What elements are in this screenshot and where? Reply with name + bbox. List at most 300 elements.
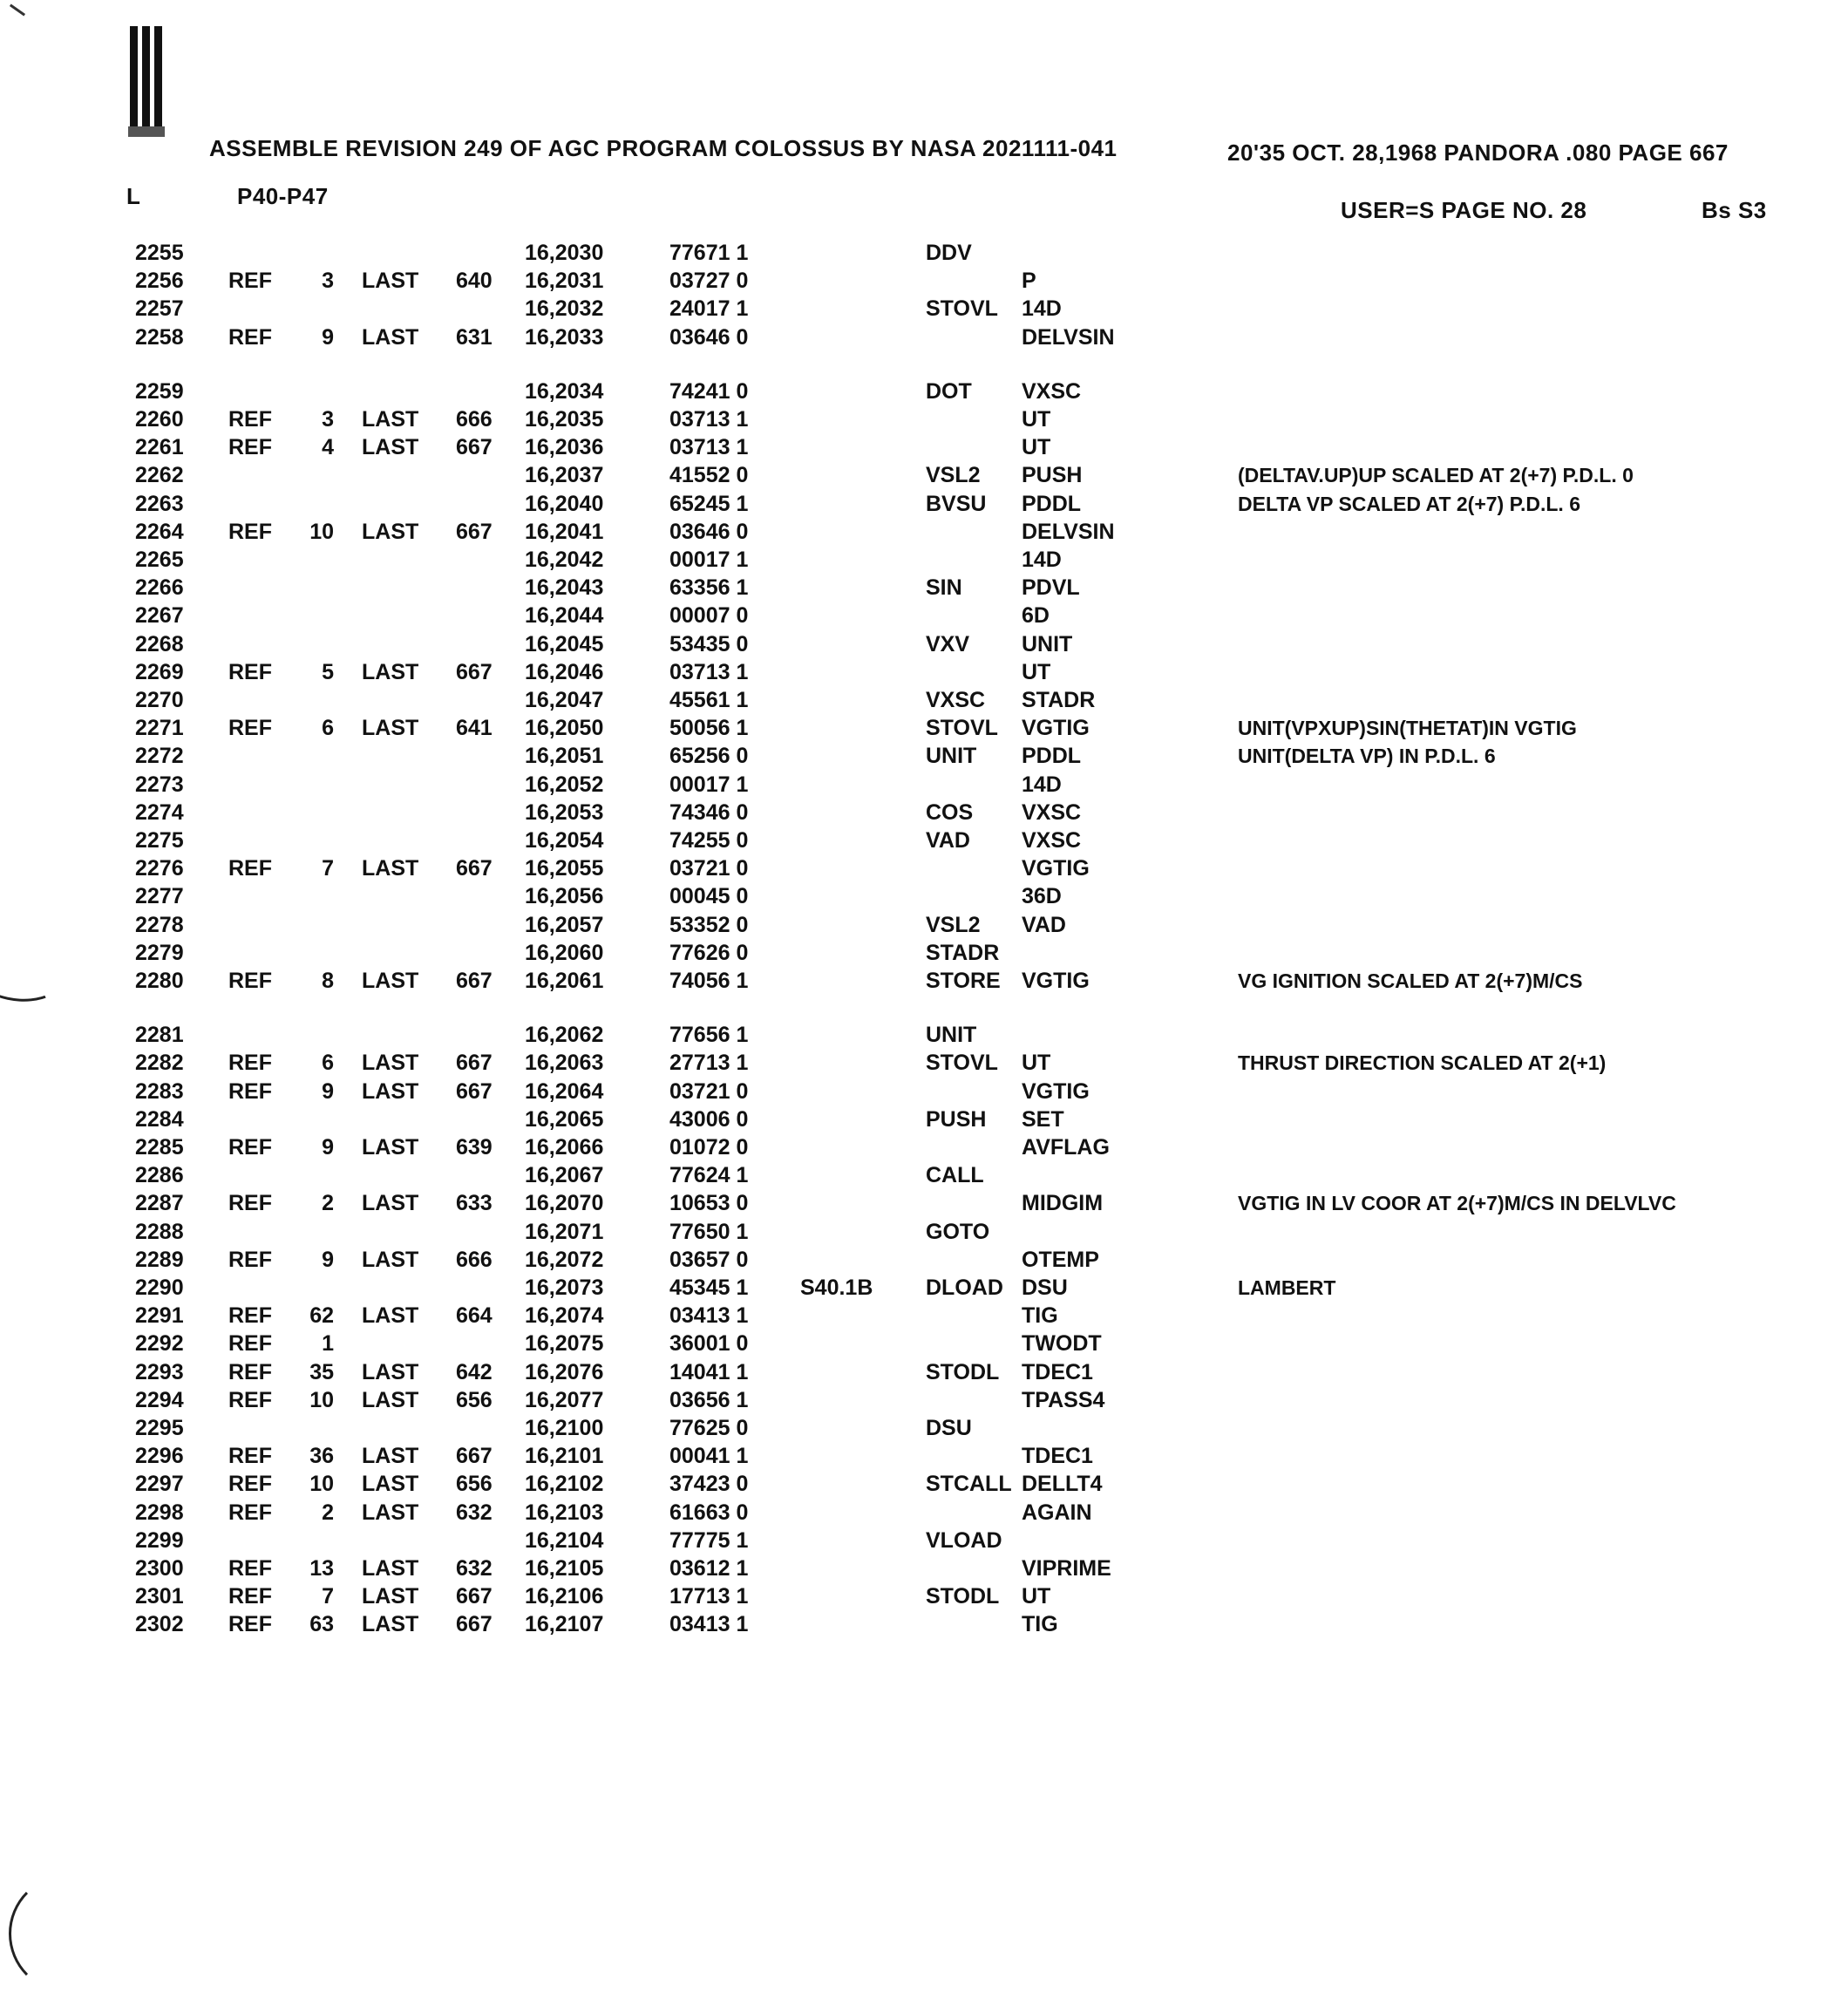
octal-word: 74056 1	[669, 969, 749, 993]
octal-word: 53352 0	[669, 912, 749, 937]
octal-word: 74241 0	[669, 378, 749, 404]
opcode: STOVL	[926, 716, 998, 741]
corner-tick-mark	[10, 4, 25, 17]
last-marker: LAST	[362, 716, 419, 741]
operand: PUSH	[1022, 463, 1083, 488]
octal-word: 65245 1	[669, 491, 749, 516]
line-number: 2279	[135, 940, 184, 965]
section-title: P40-P47	[237, 183, 329, 209]
address: 16,2107	[525, 1612, 604, 1637]
opcode: STORE	[926, 969, 1001, 993]
opcode: COS	[926, 799, 974, 825]
address: 16,2043	[525, 575, 604, 601]
ref-count: 13	[309, 1556, 334, 1581]
ref-count: 3	[322, 407, 334, 432]
line-number: 2296	[135, 1444, 184, 1469]
opcode: VSL2	[926, 463, 981, 488]
ref-count: 7	[322, 856, 334, 881]
opcode: GOTO	[926, 1219, 990, 1244]
address: 16,2042	[525, 548, 604, 572]
line-number: 2269	[135, 659, 184, 684]
ref-marker: REF	[228, 1051, 272, 1076]
octal-word: 77650 1	[669, 1219, 749, 1244]
octal-word: 03713 1	[669, 407, 749, 432]
line-number: 2280	[135, 969, 184, 993]
octal-word: 03612 1	[669, 1556, 749, 1581]
line-number: 2266	[135, 575, 184, 601]
ref-count: 6	[322, 716, 334, 741]
ref-marker: REF	[228, 1472, 272, 1497]
ref-marker: REF	[228, 1500, 272, 1525]
opcode: VXSC	[926, 688, 986, 712]
address: 16,2031	[525, 269, 604, 294]
opcode: DDV	[926, 241, 972, 265]
last-page: 664	[456, 1303, 493, 1329]
last-page: 667	[456, 435, 493, 460]
last-page: 656	[456, 1472, 493, 1497]
operand: PDDL	[1022, 491, 1082, 516]
comment: (DELTAV.UP)UP SCALED AT 2(+7) P.D.L. 0	[1238, 464, 1634, 487]
operand: TIG	[1022, 1612, 1058, 1637]
line-number: 2273	[135, 772, 184, 797]
octal-word: 77626 0	[669, 940, 749, 965]
opcode: VSL2	[926, 912, 981, 937]
user-code: Bs S3	[1702, 197, 1767, 223]
header-title: ASSEMBLE REVISION 249 OF AGC PROGRAM COLOSSUS BY NASA 2021111-041	[209, 135, 1118, 161]
line-number: 2287	[135, 1191, 184, 1216]
address: 16,2041	[525, 519, 604, 544]
ref-marker: REF	[228, 856, 272, 881]
line-number: 2292	[135, 1331, 184, 1357]
ref-marker: REF	[228, 269, 272, 294]
operand: AGAIN	[1022, 1500, 1092, 1525]
line-number: 2255	[135, 241, 184, 265]
ref-count: 10	[309, 1387, 334, 1412]
address: 16,2070	[525, 1191, 604, 1216]
octal-word: 10653 0	[669, 1191, 749, 1216]
last-page: 667	[456, 519, 493, 544]
last-page: 667	[456, 1612, 493, 1637]
opcode: STADR	[926, 940, 1000, 965]
last-marker: LAST	[362, 1556, 419, 1581]
line-number: 2282	[135, 1051, 184, 1076]
octal-word: 03646 0	[669, 519, 749, 544]
ref-marker: REF	[228, 1584, 272, 1609]
ref-marker: REF	[228, 407, 272, 432]
line-number: 2275	[135, 828, 184, 853]
last-marker: LAST	[362, 1500, 419, 1525]
ref-marker: REF	[228, 1078, 272, 1104]
last-marker: LAST	[362, 1191, 419, 1216]
last-marker: LAST	[362, 1303, 419, 1329]
octal-word: 43006 0	[669, 1106, 749, 1132]
last-page: 631	[456, 324, 493, 350]
line-number: 2258	[135, 324, 184, 350]
last-page: 667	[456, 1078, 493, 1104]
ref-marker: REF	[228, 969, 272, 993]
comment: VGTIG IN LV COOR AT 2(+7)M/CS IN DELVLVC	[1238, 1192, 1676, 1215]
opcode: STOVL	[926, 1051, 998, 1076]
last-page: 642	[456, 1359, 493, 1384]
last-page: 667	[456, 1584, 493, 1609]
octal-word: 03713 1	[669, 659, 749, 684]
address: 16,2047	[525, 688, 604, 712]
octal-word: 65256 0	[669, 744, 749, 769]
operand: 14D	[1022, 772, 1062, 797]
octal-word: 45561 1	[669, 688, 749, 712]
punch-hole-mark-top	[0, 888, 87, 1018]
ref-count: 2	[322, 1191, 334, 1216]
address: 16,2066	[525, 1135, 604, 1160]
octal-word: 74255 0	[669, 828, 749, 853]
line-number: 2268	[135, 631, 184, 656]
address: 16,2044	[525, 603, 604, 629]
operand: UT	[1022, 407, 1051, 432]
octal-word: 27713 1	[669, 1051, 749, 1076]
ref-marker: REF	[228, 716, 272, 741]
octal-word: 03413 1	[669, 1303, 749, 1329]
address: 16,2076	[525, 1359, 604, 1384]
line-number: 2277	[135, 884, 184, 909]
address: 16,2056	[525, 884, 604, 909]
ref-count: 9	[322, 1247, 334, 1272]
line-number: 2267	[135, 603, 184, 629]
line-number: 2286	[135, 1163, 184, 1188]
operand: STADR	[1022, 688, 1096, 712]
address: 16,2046	[525, 659, 604, 684]
operand: TDEC1	[1022, 1359, 1093, 1384]
opcode: UNIT	[926, 1023, 977, 1048]
octal-word: 00017 1	[669, 548, 749, 572]
line-number: 2271	[135, 716, 184, 741]
ref-count: 6	[322, 1051, 334, 1076]
operand: DELVSIN	[1022, 324, 1115, 350]
octal-word: 03646 0	[669, 324, 749, 350]
line-number: 2262	[135, 463, 184, 488]
address: 16,2045	[525, 631, 604, 656]
octal-word: 14041 1	[669, 1359, 749, 1384]
octal-word: 50056 1	[669, 716, 749, 741]
last-marker: LAST	[362, 1444, 419, 1469]
line-number: 2263	[135, 491, 184, 516]
ref-marker: REF	[228, 1331, 272, 1357]
octal-word: 77775 1	[669, 1527, 749, 1553]
last-marker: LAST	[362, 969, 419, 993]
address: 16,2040	[525, 491, 604, 516]
barcode-icon	[126, 26, 179, 139]
ref-count: 10	[309, 519, 334, 544]
punch-hole-mark-bottom	[9, 1874, 127, 1993]
line-number: 2294	[135, 1387, 184, 1412]
octal-word: 77656 1	[669, 1023, 749, 1048]
opcode: STCALL	[926, 1472, 1012, 1497]
ref-count: 9	[322, 1078, 334, 1104]
last-page: 667	[456, 856, 493, 881]
ref-marker: REF	[228, 1191, 272, 1216]
comment: LAMBERT	[1238, 1276, 1336, 1299]
address: 16,2072	[525, 1247, 604, 1272]
line-number: 2291	[135, 1303, 184, 1329]
operand: OTEMP	[1022, 1247, 1099, 1272]
address: 16,2105	[525, 1556, 604, 1581]
ref-count: 62	[309, 1303, 334, 1329]
address: 16,2101	[525, 1444, 604, 1469]
user-page-number: USER=S PAGE NO. 28	[1341, 197, 1587, 223]
opcode: DLOAD	[926, 1275, 1003, 1300]
comment: THRUST DIRECTION SCALED AT 2(+1)	[1238, 1051, 1607, 1075]
octal-word: 00045 0	[669, 884, 749, 909]
line-number: 2260	[135, 407, 184, 432]
address: 16,2057	[525, 912, 604, 937]
opcode: CALL	[926, 1163, 984, 1188]
last-page: 667	[456, 969, 493, 993]
operand: VXSC	[1022, 799, 1082, 825]
address: 16,2067	[525, 1163, 604, 1188]
ref-count: 1	[322, 1331, 334, 1357]
address: 16,2100	[525, 1416, 604, 1440]
address: 16,2073	[525, 1275, 604, 1300]
line-number: 2283	[135, 1078, 184, 1104]
line-number: 2261	[135, 435, 184, 460]
last-page: 667	[456, 659, 493, 684]
octal-word: 03413 1	[669, 1612, 749, 1637]
address: 16,2062	[525, 1023, 604, 1048]
last-page: 633	[456, 1191, 493, 1216]
address: 16,2077	[525, 1387, 604, 1412]
ref-marker: REF	[228, 1303, 272, 1329]
line-number: 2272	[135, 744, 184, 769]
address: 16,2030	[525, 241, 604, 265]
last-marker: LAST	[362, 1472, 419, 1497]
operand: P	[1022, 269, 1036, 294]
operand: UT	[1022, 659, 1051, 684]
octal-word: 63356 1	[669, 575, 749, 601]
opcode: UNIT	[926, 744, 977, 769]
opcode: DOT	[926, 378, 972, 404]
ref-marker: REF	[228, 1612, 272, 1637]
line-number: 2256	[135, 269, 184, 294]
last-marker: LAST	[362, 324, 419, 350]
operand: SET	[1022, 1106, 1064, 1132]
address: 16,2102	[525, 1472, 604, 1497]
ref-marker: REF	[228, 1359, 272, 1384]
octal-word: 36001 0	[669, 1331, 749, 1357]
last-marker: LAST	[362, 1247, 419, 1272]
ref-count: 36	[309, 1444, 334, 1469]
opcode: BVSU	[926, 491, 987, 516]
operand: VIPRIME	[1022, 1556, 1111, 1581]
address: 16,2075	[525, 1331, 604, 1357]
operand: UT	[1022, 1584, 1051, 1609]
address: 16,2055	[525, 856, 604, 881]
octal-word: 77624 1	[669, 1163, 749, 1188]
address: 16,2104	[525, 1527, 604, 1553]
octal-word: 77625 0	[669, 1416, 749, 1440]
last-marker: LAST	[362, 1612, 419, 1637]
opcode: STOVL	[926, 296, 998, 322]
ref-marker: REF	[228, 435, 272, 460]
ref-count: 2	[322, 1500, 334, 1525]
address: 16,2063	[525, 1051, 604, 1076]
ref-marker: REF	[228, 1444, 272, 1469]
operand: TPASS4	[1022, 1387, 1105, 1412]
line-number: 2257	[135, 296, 184, 322]
last-marker: LAST	[362, 435, 419, 460]
operand: VAD	[1022, 912, 1066, 937]
comment: UNIT(VPXUP)SIN(THETAT)IN VGTIG	[1238, 717, 1577, 740]
last-page: 667	[456, 1444, 493, 1469]
octal-word: 17713 1	[669, 1584, 749, 1609]
operand: MIDGIM	[1022, 1191, 1104, 1216]
ref-count: 8	[322, 969, 334, 993]
octal-word: 61663 0	[669, 1500, 749, 1525]
last-marker: LAST	[362, 856, 419, 881]
last-page: 666	[456, 407, 493, 432]
operand: DELLT4	[1022, 1472, 1103, 1497]
last-marker: LAST	[362, 659, 419, 684]
last-page: 639	[456, 1135, 493, 1160]
octal-word: 45345 1	[669, 1275, 749, 1300]
line-number: 2290	[135, 1275, 184, 1300]
label: S40.1B	[800, 1275, 873, 1300]
operand: TWODT	[1022, 1331, 1102, 1357]
address: 16,2050	[525, 716, 604, 741]
ref-marker: REF	[228, 1387, 272, 1412]
opcode: STODL	[926, 1584, 1000, 1609]
operand: VXSC	[1022, 828, 1082, 853]
operand: TDEC1	[1022, 1444, 1093, 1469]
operand: 14D	[1022, 296, 1062, 322]
operand: PDDL	[1022, 744, 1082, 769]
octal-word: 24017 1	[669, 296, 749, 322]
operand: UT	[1022, 435, 1051, 460]
line-number: 2281	[135, 1023, 184, 1048]
operand: UNIT	[1022, 631, 1073, 656]
last-page: 632	[456, 1556, 493, 1581]
opcode: VXV	[926, 631, 970, 656]
address: 16,2103	[525, 1500, 604, 1525]
ref-marker: REF	[228, 324, 272, 350]
octal-word: 41552 0	[669, 463, 749, 488]
last-marker: LAST	[362, 1584, 419, 1609]
operand: 6D	[1022, 603, 1050, 629]
operand: VGTIG	[1022, 856, 1090, 881]
operand: PDVL	[1022, 575, 1080, 601]
address: 16,2035	[525, 407, 604, 432]
octal-word: 03721 0	[669, 1078, 749, 1104]
address: 16,2032	[525, 296, 604, 322]
address: 16,2074	[525, 1303, 604, 1329]
operand: VXSC	[1022, 378, 1082, 404]
ref-marker: REF	[228, 1135, 272, 1160]
octal-word: 03727 0	[669, 269, 749, 294]
line-number: 2300	[135, 1556, 184, 1581]
last-marker: LAST	[362, 1135, 419, 1160]
last-marker: LAST	[362, 1078, 419, 1104]
header-mark: L	[126, 183, 141, 209]
octal-word: 00007 0	[669, 603, 749, 629]
octal-word: 00041 1	[669, 1444, 749, 1469]
last-marker: LAST	[362, 1387, 419, 1412]
octal-word: 03721 0	[669, 856, 749, 881]
octal-word: 03713 1	[669, 435, 749, 460]
opcode: PUSH	[926, 1106, 987, 1132]
opcode: DSU	[926, 1416, 972, 1440]
line-number: 2264	[135, 519, 184, 544]
address: 16,2106	[525, 1584, 604, 1609]
octal-word: 01072 0	[669, 1135, 749, 1160]
address: 16,2051	[525, 744, 604, 769]
operand: VGTIG	[1022, 1078, 1090, 1104]
line-number: 2274	[135, 799, 184, 825]
comment: UNIT(DELTA VP) IN P.D.L. 6	[1238, 745, 1496, 768]
ref-count: 9	[322, 1135, 334, 1160]
address: 16,2053	[525, 799, 604, 825]
line-number: 2302	[135, 1612, 184, 1637]
line-number: 2297	[135, 1472, 184, 1497]
address: 16,2065	[525, 1106, 604, 1132]
ref-count: 35	[309, 1359, 334, 1384]
operand: AVFLAG	[1022, 1135, 1110, 1160]
ref-count: 4	[322, 435, 334, 460]
comment: VG IGNITION SCALED AT 2(+7)M/CS	[1238, 969, 1583, 992]
line-number: 2289	[135, 1247, 184, 1272]
octal-word: 03657 0	[669, 1247, 749, 1272]
last-page: 666	[456, 1247, 493, 1272]
operand: VGTIG	[1022, 716, 1090, 741]
ref-count: 7	[322, 1584, 334, 1609]
last-marker: LAST	[362, 519, 419, 544]
address: 16,2033	[525, 324, 604, 350]
opcode: VAD	[926, 828, 970, 853]
last-page: 656	[456, 1387, 493, 1412]
operand: UT	[1022, 1051, 1051, 1076]
line-number: 2265	[135, 548, 184, 572]
address: 16,2036	[525, 435, 604, 460]
opcode: SIN	[926, 575, 962, 601]
octal-word: 53435 0	[669, 631, 749, 656]
ref-count: 63	[309, 1612, 334, 1637]
line-number: 2270	[135, 688, 184, 712]
ref-count: 10	[309, 1472, 334, 1497]
address: 16,2037	[525, 463, 604, 488]
ref-marker: REF	[228, 659, 272, 684]
octal-word: 74346 0	[669, 799, 749, 825]
last-page: 640	[456, 269, 493, 294]
address: 16,2034	[525, 378, 604, 404]
address: 16,2071	[525, 1219, 604, 1244]
header-date-page: 20'35 OCT. 28,1968 PANDORA .080 PAGE 667	[1227, 139, 1729, 166]
operand: TIG	[1022, 1303, 1058, 1329]
operand: DSU	[1022, 1275, 1068, 1300]
address: 16,2060	[525, 940, 604, 965]
address: 16,2061	[525, 969, 604, 993]
line-number: 2284	[135, 1106, 184, 1132]
address: 16,2052	[525, 772, 604, 797]
octal-word: 03656 1	[669, 1387, 749, 1412]
last-marker: LAST	[362, 1359, 419, 1384]
last-page: 632	[456, 1500, 493, 1525]
ref-count: 5	[322, 659, 334, 684]
octal-word: 00017 1	[669, 772, 749, 797]
address: 16,2064	[525, 1078, 604, 1104]
last-page: 641	[456, 716, 493, 741]
last-marker: LAST	[362, 269, 419, 294]
line-number: 2278	[135, 912, 184, 937]
line-number: 2285	[135, 1135, 184, 1160]
operand: DELVSIN	[1022, 519, 1115, 544]
last-page: 667	[456, 1051, 493, 1076]
